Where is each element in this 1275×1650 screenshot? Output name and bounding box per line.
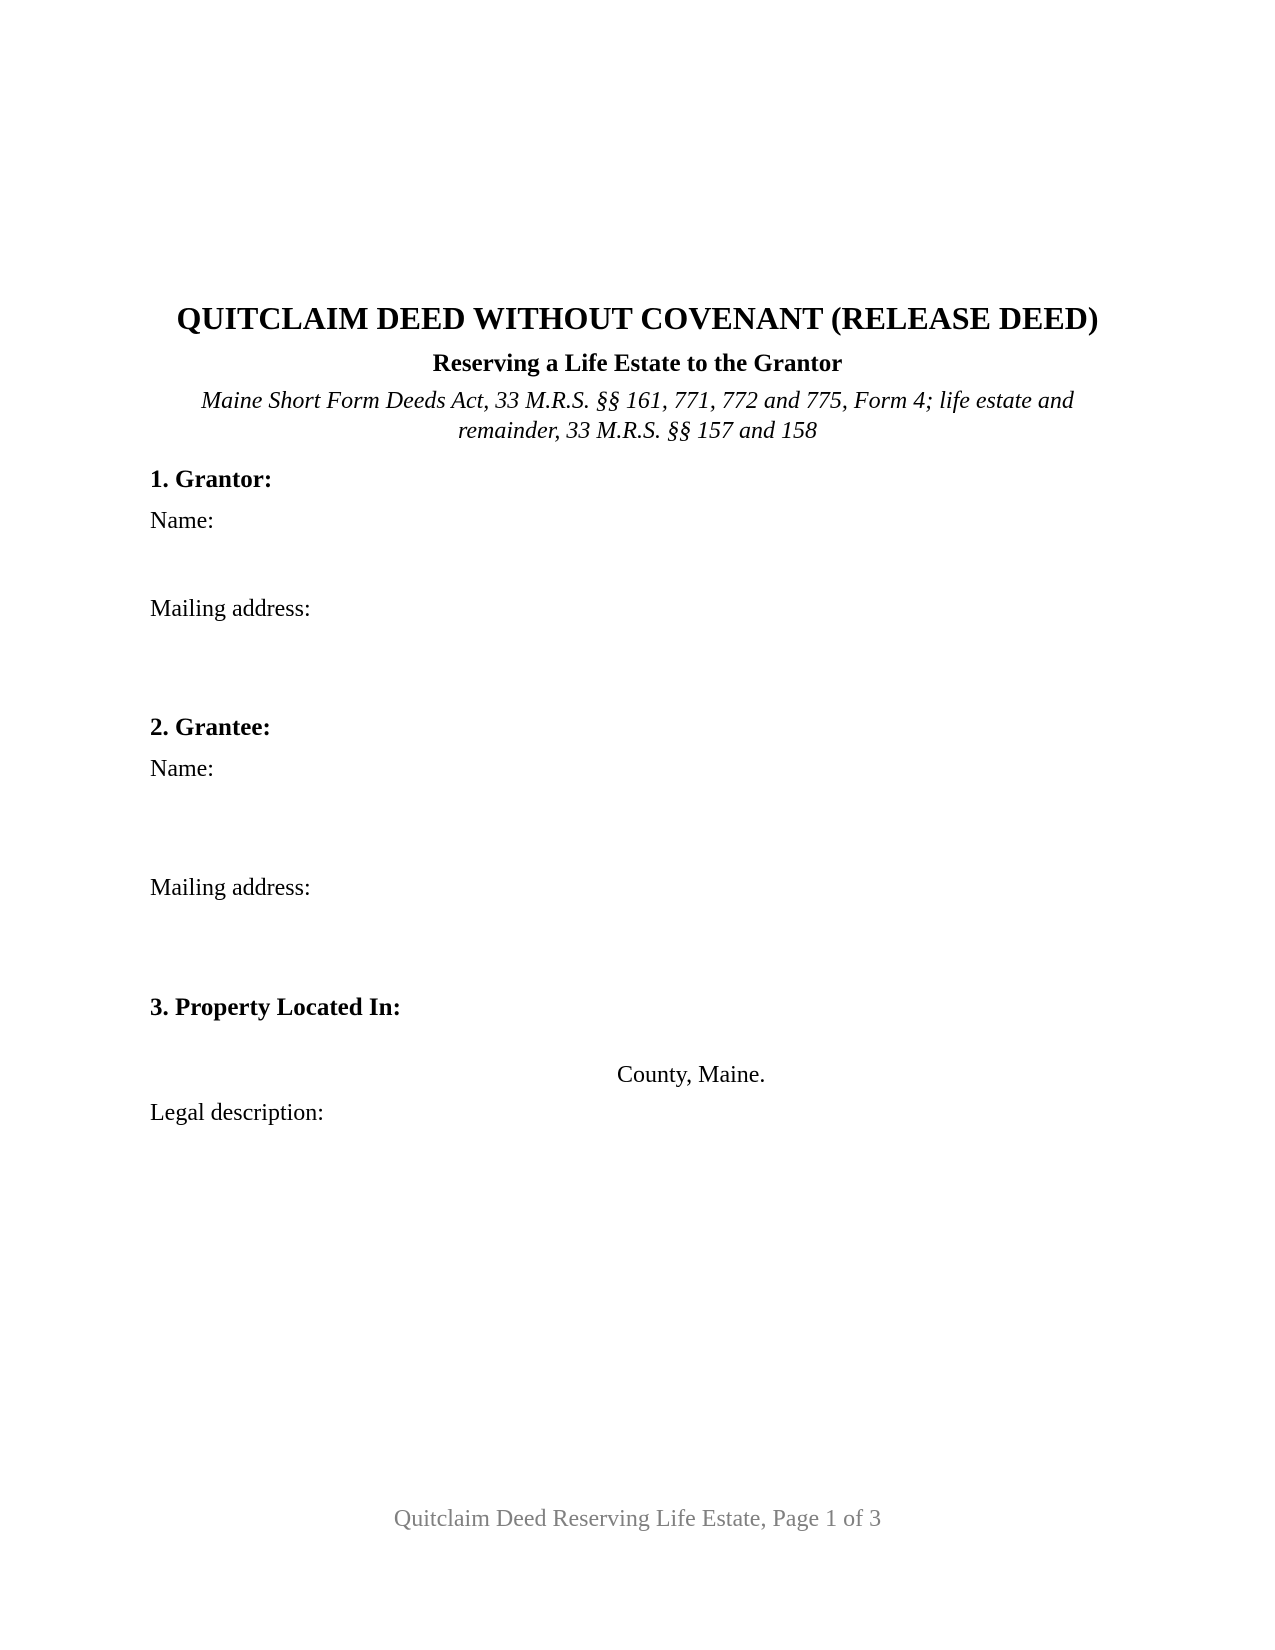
document-title: QUITCLAIM DEED WITHOUT COVENANT (RELEASE DEED) <box>176 300 1099 336</box>
grantee-heading: 2. Grantee: <box>150 714 271 741</box>
statute-citation: Maine Short Form Deeds Act, 33 M.R.S. §§ 161, 771, 772 and 775, Form 4; life estate and remainder, 33 M.R.S. §§ 157 and 158 <box>201 388 1074 444</box>
grantor-address-label: Mailing address: <box>150 596 311 622</box>
grantee-name-label: Name: <box>150 756 214 782</box>
document-subtitle: Reserving a Life Estate to the Grantor <box>432 350 843 377</box>
property-heading: 3. Property Located In: <box>150 994 401 1021</box>
page-footer: Quitclaim Deed Reserving Life Estate, Page 1 of 3 <box>393 1506 882 1532</box>
grantee-address-label: Mailing address: <box>150 875 311 901</box>
county-label: County, Maine. <box>617 1062 766 1088</box>
legal-description-label: Legal description: <box>150 1100 324 1126</box>
grantor-name-label: Name: <box>150 508 214 534</box>
grantor-heading: 1. Grantor: <box>150 466 273 493</box>
